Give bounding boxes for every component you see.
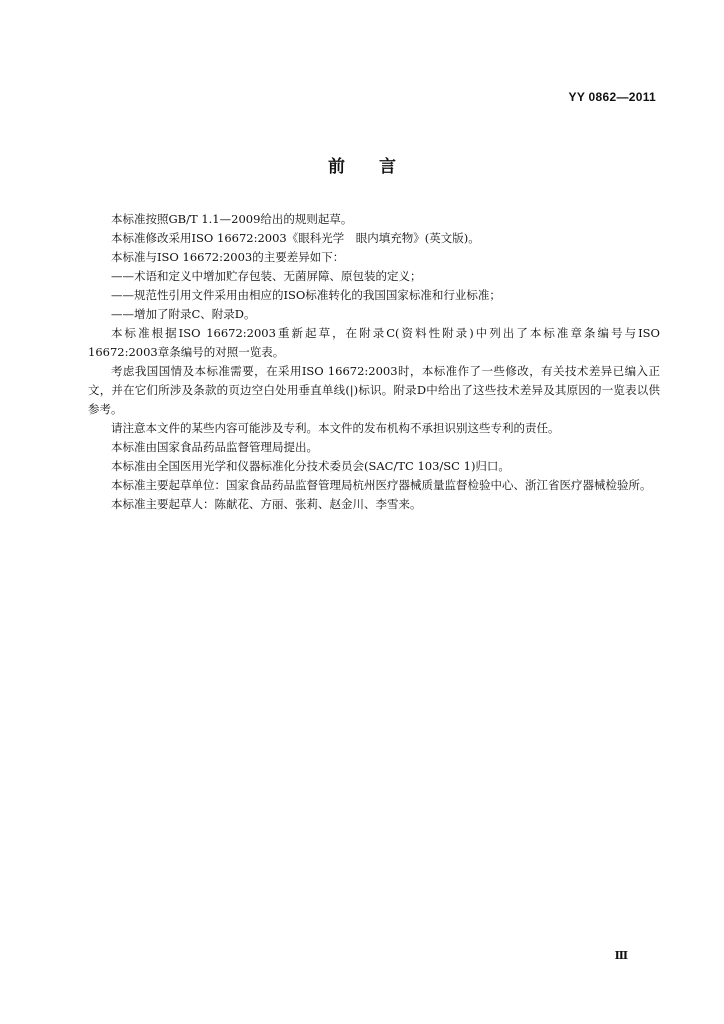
paragraph-patent-notice: 请注意本文件的某些内容可能涉及专利。本文件的发布机构不承担识别这些专利的责任。 (111, 421, 560, 435)
page-number: Ⅲ (614, 949, 628, 962)
paragraph-technical-committee: 本标准由全国医用光学和仪器标准化分技术委员会(SAC/TC 103/SC 1)归口。 (111, 459, 510, 473)
paragraph-drafters: 本标准主要起草人：陈献花、方丽、张莉、赵金川、李雪来。 (111, 497, 422, 511)
paragraph-redrafting: 本标准根据ISO 16672:2003重新起草，在附录C(资料性附录)中列出了本标准章条编号与ISO 16672:2003章条编号的对照一览表。 (88, 326, 660, 359)
paragraph-differences-intro: 本标准与ISO 16672:2003的主要差异如下： (111, 250, 345, 264)
standard-code: YY 0862—2011 (568, 90, 656, 104)
page-title: 前言 (328, 157, 430, 177)
paragraph-difference-item: ——规范性引用文件采用由相应的ISO标准转化的我国国家标准和行业标准； (111, 288, 501, 302)
paragraph-drafting-rules: 本标准按照GB/T 1.1—2009给出的规则起草。 (111, 212, 353, 226)
paragraph-difference-item: ——增加了附录C、附录D。 (111, 307, 256, 321)
preface-body (88, 210, 660, 514)
paragraph-national-conditions: 考虑我国国情及本标准需要，在采用ISO 16672:2003时，本标准作了一些修改，有关技术差异已编入正文，并在它们所涉及条款的页边空白处用垂直单线(|)标识。附录D中给出了这些技术差异及其原因的一览表以供参考。 (88, 364, 660, 416)
paragraph-adoption: 本标准修改采用ISO 16672:2003《眼科光学 眼内填充物》(英文版)。 (111, 231, 480, 245)
paragraph-drafting-organizations: 本标准主要起草单位：国家食品药品监督管理局杭州医疗器械质量监督检验中心、浙江省医疗器械检验所。 (111, 478, 652, 492)
paragraph-difference-item: ——术语和定义中增加贮存包装、无菌屏障、原包装的定义； (111, 269, 422, 283)
paragraph-proposer: 本标准由国家食品药品监督管理局提出。 (111, 440, 318, 454)
